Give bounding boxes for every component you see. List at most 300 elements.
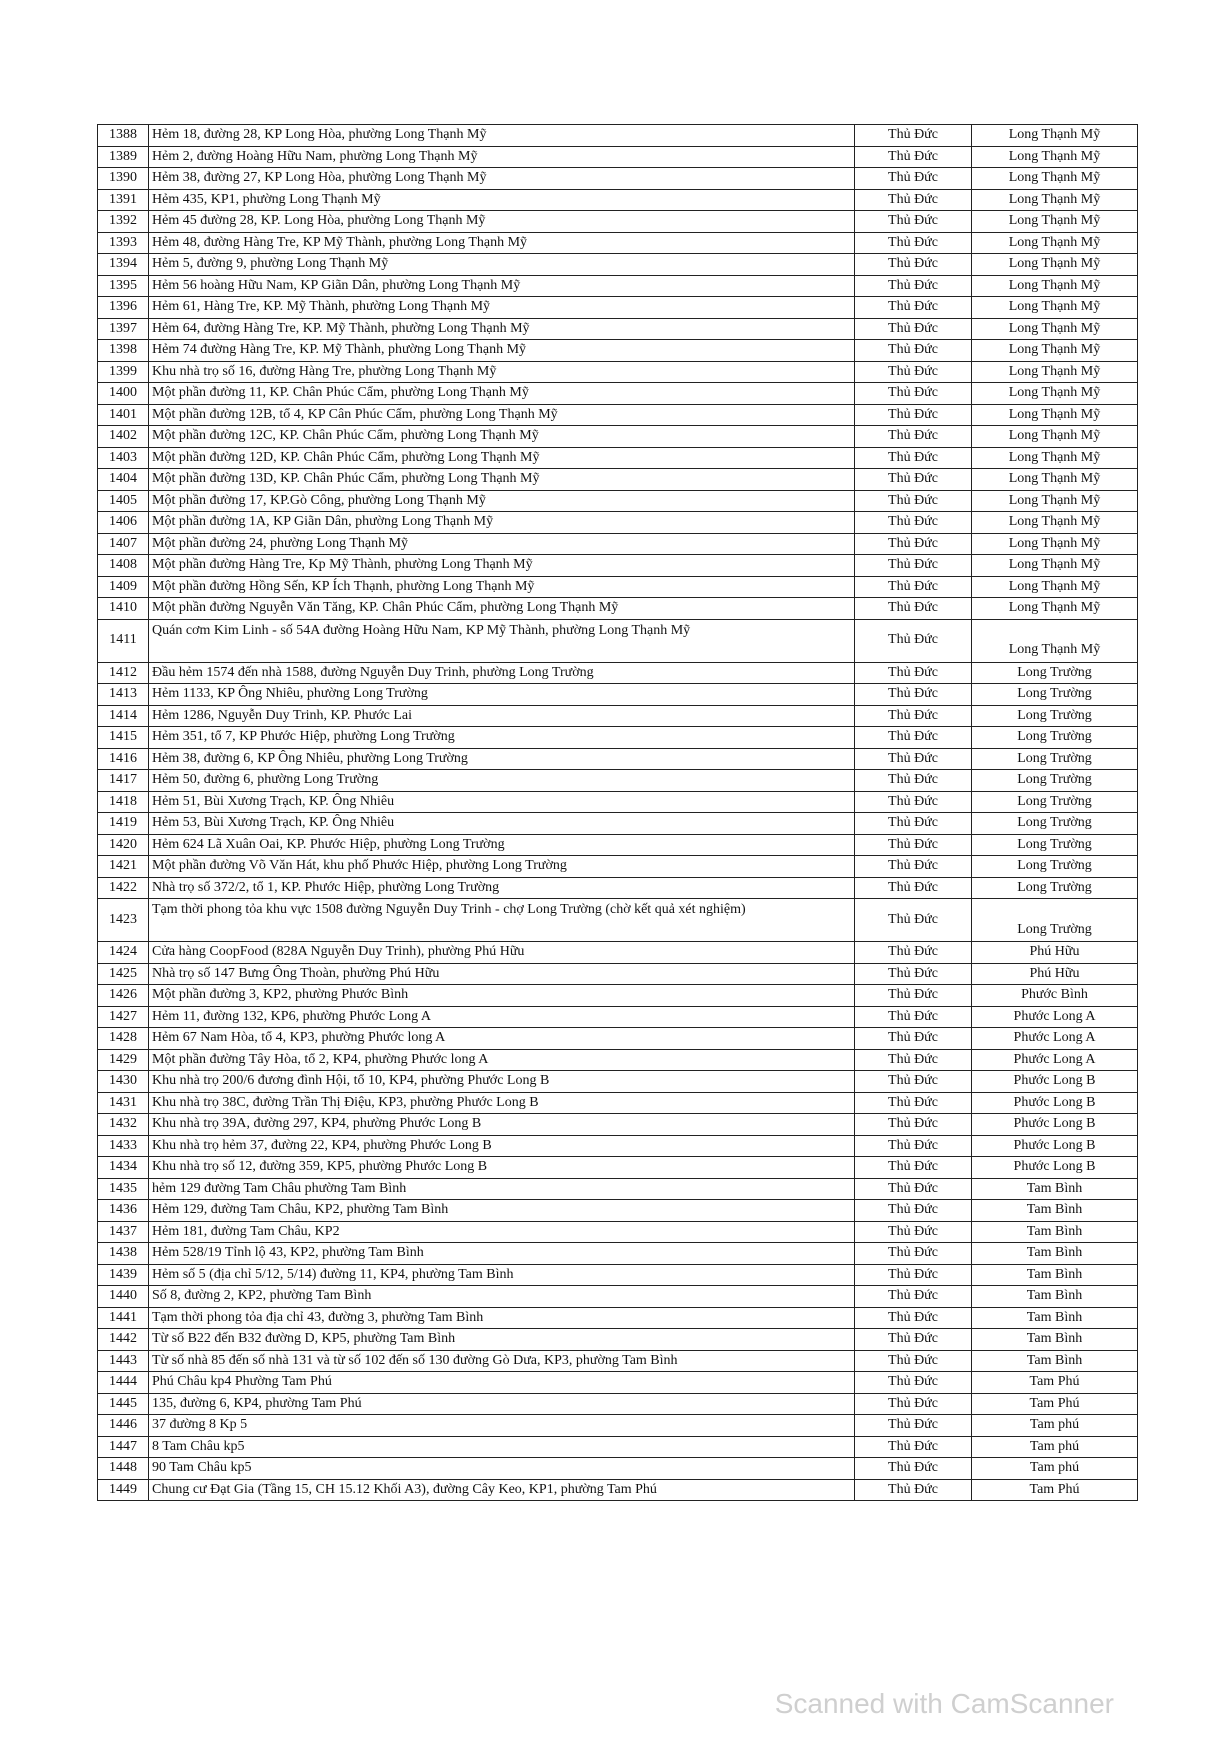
table-row xyxy=(98,1071,1138,1093)
address-cell: Hẻm 18, đường 28, KP Long Hòa, phường Long Thạnh Mỹ xyxy=(149,125,855,147)
scanner-watermark: Scanned with CamScanner xyxy=(774,1688,1114,1719)
address-cell: Hẻm 624 Lã Xuân Oai, KP. Phước Hiệp, phường Long Trường xyxy=(149,834,855,856)
address-cell: Hẻm 1286, Nguyễn Duy Trinh, KP. Phước Lai xyxy=(149,705,855,727)
address-cell: Khu nhà trọ 39A, đường 297, KP4, phường Phước Long B xyxy=(149,1114,855,1136)
ward-cell: Tam Bình xyxy=(972,1243,1138,1265)
district-cell: Thủ Đức xyxy=(855,1243,972,1265)
row-number-cell: 1422 xyxy=(98,877,149,899)
address-cell: Hẻm 38, đường 6, KP Ông Nhiêu, phường Long Trường xyxy=(149,748,855,770)
row-number-cell: 1390 xyxy=(98,168,149,190)
district-cell: Thủ Đức xyxy=(855,1458,972,1480)
ward-cell: Tam Bình xyxy=(972,1178,1138,1200)
ward-cell: Tam Bình xyxy=(972,1350,1138,1372)
district-cell: Thủ Đức xyxy=(855,1157,972,1179)
table-row xyxy=(98,1264,1138,1286)
district-cell: Thủ Đức xyxy=(855,985,972,1007)
row-number-cell: 1448 xyxy=(98,1458,149,1480)
row-number-cell: 1436 xyxy=(98,1200,149,1222)
address-cell: Hẻm 5, đường 9, phường Long Thạnh Mỹ xyxy=(149,254,855,276)
table-body xyxy=(98,125,1138,1501)
district-cell: Thủ Đức xyxy=(855,469,972,491)
table-row xyxy=(98,1479,1138,1501)
address-cell: Một phần đường 24, phường Long Thạnh Mỹ xyxy=(149,533,855,555)
district-cell: Thủ Đức xyxy=(855,318,972,340)
address-cell: Hẻm 51, Bùi Xương Trạch, KP. Ông Nhiêu xyxy=(149,791,855,813)
ward-cell: Tam Phú xyxy=(972,1479,1138,1501)
district-cell: Thủ Đức xyxy=(855,1393,972,1415)
ward-cell: Long Thạnh Mỹ xyxy=(972,598,1138,620)
district-cell: Thủ Đức xyxy=(855,146,972,168)
table-row xyxy=(98,598,1138,620)
ward-cell: Long Thạnh Mỹ xyxy=(972,361,1138,383)
district-cell: Thủ Đức xyxy=(855,232,972,254)
ward-cell: Long Thạnh Mỹ xyxy=(972,125,1138,147)
address-cell: Chung cư Đạt Gia (Tầng 15, CH 15.12 Khối A3), đường Cây Keo, KP1, phường Tam Phú xyxy=(149,1479,855,1501)
address-cell: 37 đường 8 Kp 5 xyxy=(149,1415,855,1437)
district-cell: Thủ Đức xyxy=(855,533,972,555)
table-row xyxy=(98,1415,1138,1437)
address-cell: Nhà trọ số 372/2, tổ 1, KP. Phước Hiệp, phường Long Trường xyxy=(149,877,855,899)
address-cell: Tạm thời phong tỏa khu vực 1508 đường Nguyễn Duy Trinh - chợ Long Trường (chờ kết quả xét nghiệm) xyxy=(149,899,855,942)
row-number-cell: 1423 xyxy=(98,899,149,942)
ward-cell: Phước Long B xyxy=(972,1071,1138,1093)
district-cell: Thủ Đức xyxy=(855,1329,972,1351)
ward-cell: Long Thạnh Mỹ xyxy=(972,232,1138,254)
table-row xyxy=(98,340,1138,362)
address-cell: Một phần đường 3, KP2, phường Phước Bình xyxy=(149,985,855,1007)
table-row xyxy=(98,942,1138,964)
district-cell: Thủ Đức xyxy=(855,1286,972,1308)
address-cell: Một phần đường Nguyễn Văn Tăng, KP. Chân Phúc Cẩm, phường Long Thạnh Mỹ xyxy=(149,598,855,620)
address-cell: Hẻm 64, đường Hàng Tre, KP. Mỹ Thành, phường Long Thạnh Mỹ xyxy=(149,318,855,340)
district-cell: Thủ Đức xyxy=(855,211,972,233)
ward-cell: Tam phú xyxy=(972,1458,1138,1480)
district-cell: Thủ Đức xyxy=(855,1006,972,1028)
address-cell: Hẻm 48, đường Hàng Tre, KP Mỹ Thành, phường Long Thạnh Mỹ xyxy=(149,232,855,254)
lockdown-area-table xyxy=(97,124,1138,1501)
district-cell: Thủ Đức xyxy=(855,555,972,577)
district-cell: Thủ Đức xyxy=(855,1307,972,1329)
row-number-cell: 1441 xyxy=(98,1307,149,1329)
table-row xyxy=(98,1114,1138,1136)
table-row xyxy=(98,533,1138,555)
table-row xyxy=(98,1028,1138,1050)
row-number-cell: 1394 xyxy=(98,254,149,276)
table-row xyxy=(98,727,1138,749)
row-number-cell: 1445 xyxy=(98,1393,149,1415)
address-cell: Hẻm 1133, KP Ông Nhiêu, phường Long Trường xyxy=(149,684,855,706)
ward-cell: Long Trường xyxy=(972,705,1138,727)
district-cell: Thủ Đức xyxy=(855,942,972,964)
row-number-cell: 1440 xyxy=(98,1286,149,1308)
ward-cell: Phước Long B xyxy=(972,1114,1138,1136)
address-cell: Hẻm 351, tổ 7, KP Phước Hiệp, phường Long Trường xyxy=(149,727,855,749)
table-row xyxy=(98,963,1138,985)
table-row xyxy=(98,404,1138,426)
table-row xyxy=(98,490,1138,512)
row-number-cell: 1406 xyxy=(98,512,149,534)
row-number-cell: 1432 xyxy=(98,1114,149,1136)
ward-cell: Long Thạnh Mỹ xyxy=(972,533,1138,555)
address-cell: Hẻm 38, đường 27, KP Long Hòa, phường Long Thạnh Mỹ xyxy=(149,168,855,190)
table-row xyxy=(98,1243,1138,1265)
row-number-cell: 1392 xyxy=(98,211,149,233)
ward-cell: Long Thạnh Mỹ xyxy=(972,254,1138,276)
row-number-cell: 1437 xyxy=(98,1221,149,1243)
district-cell: Thủ Đức xyxy=(855,275,972,297)
table-row xyxy=(98,1092,1138,1114)
table-row xyxy=(98,297,1138,319)
ward-cell: Tam Bình xyxy=(972,1329,1138,1351)
row-number-cell: 1431 xyxy=(98,1092,149,1114)
address-cell: Hẻm 528/19 Tỉnh lộ 43, KP2, phường Tam Bình xyxy=(149,1243,855,1265)
address-cell: Từ số nhà 85 đến số nhà 131 và từ số 102 đến số 130 đường Gò Dưa, KP3, phường Tam Bình xyxy=(149,1350,855,1372)
ward-cell: Tam Bình xyxy=(972,1200,1138,1222)
district-cell: Thủ Đức xyxy=(855,877,972,899)
row-number-cell: 1420 xyxy=(98,834,149,856)
table-row xyxy=(98,576,1138,598)
row-number-cell: 1412 xyxy=(98,662,149,684)
row-number-cell: 1413 xyxy=(98,684,149,706)
ward-cell: Long Trường xyxy=(972,662,1138,684)
row-number-cell: 1438 xyxy=(98,1243,149,1265)
district-cell: Thủ Đức xyxy=(855,1114,972,1136)
row-number-cell: 1395 xyxy=(98,275,149,297)
row-number-cell: 1407 xyxy=(98,533,149,555)
district-cell: Thủ Đức xyxy=(855,1092,972,1114)
row-number-cell: 1444 xyxy=(98,1372,149,1394)
ward-cell: Long Thạnh Mỹ xyxy=(972,512,1138,534)
table-row xyxy=(98,1307,1138,1329)
address-cell: Hẻm 56 hoàng Hữu Nam, KP Giãn Dân, phường Long Thạnh Mỹ xyxy=(149,275,855,297)
district-cell: Thủ Đức xyxy=(855,189,972,211)
ward-cell: Long Trường xyxy=(972,834,1138,856)
district-cell: Thủ Đức xyxy=(855,856,972,878)
address-cell: Một phần đường 13D, KP. Chân Phúc Cẩm, phường Long Thạnh Mỹ xyxy=(149,469,855,491)
district-cell: Thủ Đức xyxy=(855,254,972,276)
ward-cell: Tam Phú xyxy=(972,1393,1138,1415)
address-cell: Hẻm số 5 (địa chỉ 5/12, 5/14) đường 11, KP4, phường Tam Bình xyxy=(149,1264,855,1286)
ward-cell: Long Thạnh Mỹ xyxy=(972,469,1138,491)
row-number-cell: 1442 xyxy=(98,1329,149,1351)
district-cell: Thủ Đức xyxy=(855,1200,972,1222)
address-cell: Hẻm 2, đường Hoàng Hữu Nam, phường Long Thạnh Mỹ xyxy=(149,146,855,168)
address-cell: Một phần đường Tây Hòa, tổ 2, KP4, phường Phước long A xyxy=(149,1049,855,1071)
district-cell: Thủ Đức xyxy=(855,727,972,749)
table-row xyxy=(98,1458,1138,1480)
district-cell: Thủ Đức xyxy=(855,899,972,942)
ward-cell: Tam Bình xyxy=(972,1221,1138,1243)
district-cell: Thủ Đức xyxy=(855,383,972,405)
address-cell: Hẻm 74 đường Hàng Tre, KP. Mỹ Thành, phường Long Thạnh Mỹ xyxy=(149,340,855,362)
row-number-cell: 1449 xyxy=(98,1479,149,1501)
address-cell: Hẻm 181, đường Tam Châu, KP2 xyxy=(149,1221,855,1243)
ward-cell: Tam Bình xyxy=(972,1264,1138,1286)
address-cell: Một phần đường 12B, tổ 4, KP Cân Phúc Cẩm, phường Long Thạnh Mỹ xyxy=(149,404,855,426)
ward-cell: Long Thạnh Mỹ xyxy=(972,275,1138,297)
ward-cell: Long Thạnh Mỹ xyxy=(972,555,1138,577)
address-cell: Hẻm 11, đường 132, KP6, phường Phước Long A xyxy=(149,1006,855,1028)
table-row xyxy=(98,684,1138,706)
ward-cell: Phước Long B xyxy=(972,1092,1138,1114)
district-cell: Thủ Đức xyxy=(855,1372,972,1394)
address-cell: Một phần đường Hồng Sến, KP Ích Thạnh, phường Long Thạnh Mỹ xyxy=(149,576,855,598)
table-row xyxy=(98,125,1138,147)
row-number-cell: 1399 xyxy=(98,361,149,383)
district-cell: Thủ Đức xyxy=(855,748,972,770)
address-cell: Cửa hàng CoopFood (828A Nguyễn Duy Trinh), phường Phú Hữu xyxy=(149,942,855,964)
table-row xyxy=(98,899,1138,942)
address-cell: Khu nhà trọ 38C, đường Trần Thị Điệu, KP3, phường Phước Long B xyxy=(149,1092,855,1114)
ward-cell: Phước Long B xyxy=(972,1157,1138,1179)
ward-cell: Tam Bình xyxy=(972,1286,1138,1308)
ward-cell: Phú Hữu xyxy=(972,963,1138,985)
address-cell: Số 8, đường 2, KP2, phường Tam Bình xyxy=(149,1286,855,1308)
table-row xyxy=(98,813,1138,835)
row-number-cell: 1430 xyxy=(98,1071,149,1093)
ward-cell: Long Thạnh Mỹ xyxy=(972,318,1138,340)
address-cell: Quán cơm Kim Linh - số 54A đường Hoàng Hữu Nam, KP Mỹ Thành, phường Long Thạnh Mỹ xyxy=(149,619,855,662)
table-row xyxy=(98,361,1138,383)
ward-cell: Phước Long A xyxy=(972,1049,1138,1071)
ward-cell: Phước Long B xyxy=(972,1135,1138,1157)
district-cell: Thủ Đức xyxy=(855,1028,972,1050)
ward-cell: Long Thạnh Mỹ xyxy=(972,619,1138,662)
ward-cell: Long Trường xyxy=(972,727,1138,749)
address-cell: Tạm thời phong tỏa địa chỉ 43, đường 3, phường Tam Bình xyxy=(149,1307,855,1329)
row-number-cell: 1391 xyxy=(98,189,149,211)
district-cell: Thủ Đức xyxy=(855,963,972,985)
table-row xyxy=(98,1049,1138,1071)
row-number-cell: 1417 xyxy=(98,770,149,792)
district-cell: Thủ Đức xyxy=(855,1135,972,1157)
table-row xyxy=(98,1393,1138,1415)
district-cell: Thủ Đức xyxy=(855,813,972,835)
ward-cell: Long Thạnh Mỹ xyxy=(972,404,1138,426)
row-number-cell: 1415 xyxy=(98,727,149,749)
ward-cell: Long Trường xyxy=(972,877,1138,899)
ward-cell: Phước Long A xyxy=(972,1006,1138,1028)
row-number-cell: 1435 xyxy=(98,1178,149,1200)
table-row xyxy=(98,877,1138,899)
address-cell: Hẻm 45 đường 28, KP. Long Hòa, phường Long Thạnh Mỹ xyxy=(149,211,855,233)
table-row xyxy=(98,1178,1138,1200)
row-number-cell: 1408 xyxy=(98,555,149,577)
district-cell: Thủ Đức xyxy=(855,1264,972,1286)
ward-cell: Long Thạnh Mỹ xyxy=(972,189,1138,211)
row-number-cell: 1414 xyxy=(98,705,149,727)
address-cell: Một phần đường 12C, KP. Chân Phúc Cẩm, phường Long Thạnh Mỹ xyxy=(149,426,855,448)
table-row xyxy=(98,275,1138,297)
district-cell: Thủ Đức xyxy=(855,770,972,792)
ward-cell: Long Thạnh Mỹ xyxy=(972,168,1138,190)
address-cell: Hẻm 435, KP1, phường Long Thạnh Mỹ xyxy=(149,189,855,211)
ward-cell: Tam Bình xyxy=(972,1307,1138,1329)
row-number-cell: 1411 xyxy=(98,619,149,662)
row-number-cell: 1405 xyxy=(98,490,149,512)
row-number-cell: 1419 xyxy=(98,813,149,835)
row-number-cell: 1426 xyxy=(98,985,149,1007)
district-cell: Thủ Đức xyxy=(855,1071,972,1093)
row-number-cell: 1424 xyxy=(98,942,149,964)
row-number-cell: 1389 xyxy=(98,146,149,168)
ward-cell: Long Trường xyxy=(972,791,1138,813)
table-row xyxy=(98,791,1138,813)
ward-cell: Long Trường xyxy=(972,748,1138,770)
district-cell: Thủ Đức xyxy=(855,1049,972,1071)
table-row xyxy=(98,985,1138,1007)
table-row xyxy=(98,1436,1138,1458)
row-number-cell: 1410 xyxy=(98,598,149,620)
table-row xyxy=(98,426,1138,448)
ward-cell: Phước Bình xyxy=(972,985,1138,1007)
district-cell: Thủ Đức xyxy=(855,426,972,448)
address-cell: 90 Tam Châu kp5 xyxy=(149,1458,855,1480)
table-row xyxy=(98,168,1138,190)
district-cell: Thủ Đức xyxy=(855,125,972,147)
table-row xyxy=(98,856,1138,878)
address-cell: Hẻm 67 Nam Hòa, tổ 4, KP3, phường Phước long A xyxy=(149,1028,855,1050)
ward-cell: Phước Long A xyxy=(972,1028,1138,1050)
row-number-cell: 1421 xyxy=(98,856,149,878)
address-cell: Một phần đường 1A, KP Giãn Dân, phường Long Thạnh Mỹ xyxy=(149,512,855,534)
table-row xyxy=(98,254,1138,276)
row-number-cell: 1428 xyxy=(98,1028,149,1050)
address-cell: Một phần đường 11, KP. Chân Phúc Cẩm, phường Long Thạnh Mỹ xyxy=(149,383,855,405)
ward-cell: Long Thạnh Mỹ xyxy=(972,297,1138,319)
district-cell: Thủ Đức xyxy=(855,576,972,598)
row-number-cell: 1425 xyxy=(98,963,149,985)
table-row xyxy=(98,512,1138,534)
row-number-cell: 1447 xyxy=(98,1436,149,1458)
row-number-cell: 1397 xyxy=(98,318,149,340)
table-row xyxy=(98,1329,1138,1351)
ward-cell: Long Thạnh Mỹ xyxy=(972,340,1138,362)
table-row xyxy=(98,1006,1138,1028)
district-cell: Thủ Đức xyxy=(855,297,972,319)
district-cell: Thủ Đức xyxy=(855,598,972,620)
ward-cell: Phú Hữu xyxy=(972,942,1138,964)
table-row xyxy=(98,146,1138,168)
ward-cell: Long Trường xyxy=(972,899,1138,942)
table-row xyxy=(98,1200,1138,1222)
address-cell: Từ số B22 đến B32 đường D, KP5, phường Tam Bình xyxy=(149,1329,855,1351)
district-cell: Thủ Đức xyxy=(855,512,972,534)
row-number-cell: 1434 xyxy=(98,1157,149,1179)
row-number-cell: 1409 xyxy=(98,576,149,598)
address-cell: Khu nhà trọ 200/6 đương đình Hội, tổ 10, KP4, phường Phước Long B xyxy=(149,1071,855,1093)
table-row xyxy=(98,189,1138,211)
address-cell: Khu nhà trọ số 12, đường 359, KP5, phường Phước Long B xyxy=(149,1157,855,1179)
table-row xyxy=(98,232,1138,254)
row-number-cell: 1401 xyxy=(98,404,149,426)
row-number-cell: 1418 xyxy=(98,791,149,813)
row-number-cell: 1404 xyxy=(98,469,149,491)
ward-cell: Long Thạnh Mỹ xyxy=(972,146,1138,168)
ward-cell: Tam phú xyxy=(972,1415,1138,1437)
address-cell: Một phần đường Võ Văn Hát, khu phố Phước Hiệp, phường Long Trường xyxy=(149,856,855,878)
address-cell: Một phần đường 12D, KP. Chân Phúc Cẩm, phường Long Thạnh Mỹ xyxy=(149,447,855,469)
row-number-cell: 1388 xyxy=(98,125,149,147)
district-cell: Thủ Đức xyxy=(855,791,972,813)
district-cell: Thủ Đức xyxy=(855,447,972,469)
row-number-cell: 1427 xyxy=(98,1006,149,1028)
district-cell: Thủ Đức xyxy=(855,684,972,706)
district-cell: Thủ Đức xyxy=(855,490,972,512)
address-cell: Phú Châu kp4 Phường Tam Phú xyxy=(149,1372,855,1394)
table-row xyxy=(98,383,1138,405)
district-cell: Thủ Đức xyxy=(855,619,972,662)
row-number-cell: 1403 xyxy=(98,447,149,469)
ward-cell: Tam Phú xyxy=(972,1372,1138,1394)
address-cell: Khu nhà trọ hẻm 37, đường 22, KP4, phường Phước Long B xyxy=(149,1135,855,1157)
row-number-cell: 1446 xyxy=(98,1415,149,1437)
ward-cell: Long Trường xyxy=(972,856,1138,878)
address-cell: 8 Tam Châu kp5 xyxy=(149,1436,855,1458)
table-row xyxy=(98,1135,1138,1157)
ward-cell: Long Thạnh Mỹ xyxy=(972,490,1138,512)
district-cell: Thủ Đức xyxy=(855,662,972,684)
row-number-cell: 1439 xyxy=(98,1264,149,1286)
address-cell: Hẻm 129, đường Tam Châu, KP2, phường Tam Bình xyxy=(149,1200,855,1222)
table-row xyxy=(98,318,1138,340)
table-row xyxy=(98,1350,1138,1372)
table-row xyxy=(98,469,1138,491)
row-number-cell: 1416 xyxy=(98,748,149,770)
ward-cell: Long Trường xyxy=(972,770,1138,792)
ward-cell: Long Thạnh Mỹ xyxy=(972,383,1138,405)
district-cell: Thủ Đức xyxy=(855,404,972,426)
ward-cell: Long Thạnh Mỹ xyxy=(972,576,1138,598)
table-row xyxy=(98,211,1138,233)
ward-cell: Long Trường xyxy=(972,813,1138,835)
row-number-cell: 1433 xyxy=(98,1135,149,1157)
address-cell: hẻm 129 đường Tam Châu phường Tam Bình xyxy=(149,1178,855,1200)
row-number-cell: 1393 xyxy=(98,232,149,254)
district-cell: Thủ Đức xyxy=(855,1415,972,1437)
address-cell: Đầu hẻm 1574 đến nhà 1588, đường Nguyễn Duy Trinh, phường Long Trường xyxy=(149,662,855,684)
ward-cell: Long Thạnh Mỹ xyxy=(972,447,1138,469)
ward-cell: Tam phú xyxy=(972,1436,1138,1458)
table-row xyxy=(98,748,1138,770)
row-number-cell: 1400 xyxy=(98,383,149,405)
address-cell: Một phần đường Hàng Tre, Kp Mỹ Thành, phường Long Thạnh Mỹ xyxy=(149,555,855,577)
row-number-cell: 1429 xyxy=(98,1049,149,1071)
table-row xyxy=(98,447,1138,469)
address-cell: Một phần đường 17, KP.Gò Công, phường Long Thạnh Mỹ xyxy=(149,490,855,512)
table-row xyxy=(98,619,1138,662)
district-cell: Thủ Đức xyxy=(855,1479,972,1501)
address-cell: Khu nhà trọ số 16, đường Hàng Tre, phường Long Thạnh Mỹ xyxy=(149,361,855,383)
address-cell: 135, đường 6, KP4, phường Tam Phú xyxy=(149,1393,855,1415)
ward-cell: Long Trường xyxy=(972,684,1138,706)
table-row xyxy=(98,1286,1138,1308)
ward-cell: Long Thạnh Mỹ xyxy=(972,211,1138,233)
address-cell: Hẻm 61, Hàng Tre, KP. Mỹ Thành, phường Long Thạnh Mỹ xyxy=(149,297,855,319)
district-cell: Thủ Đức xyxy=(855,1350,972,1372)
district-cell: Thủ Đức xyxy=(855,1436,972,1458)
table-row xyxy=(98,555,1138,577)
table-row xyxy=(98,1157,1138,1179)
district-cell: Thủ Đức xyxy=(855,834,972,856)
address-cell: Hẻm 50, đường 6, phường Long Trường xyxy=(149,770,855,792)
district-cell: Thủ Đức xyxy=(855,361,972,383)
row-number-cell: 1398 xyxy=(98,340,149,362)
table-row xyxy=(98,834,1138,856)
district-cell: Thủ Đức xyxy=(855,340,972,362)
address-cell: Hẻm 53, Bùi Xương Trạch, KP. Ông Nhiêu xyxy=(149,813,855,835)
table-row xyxy=(98,770,1138,792)
